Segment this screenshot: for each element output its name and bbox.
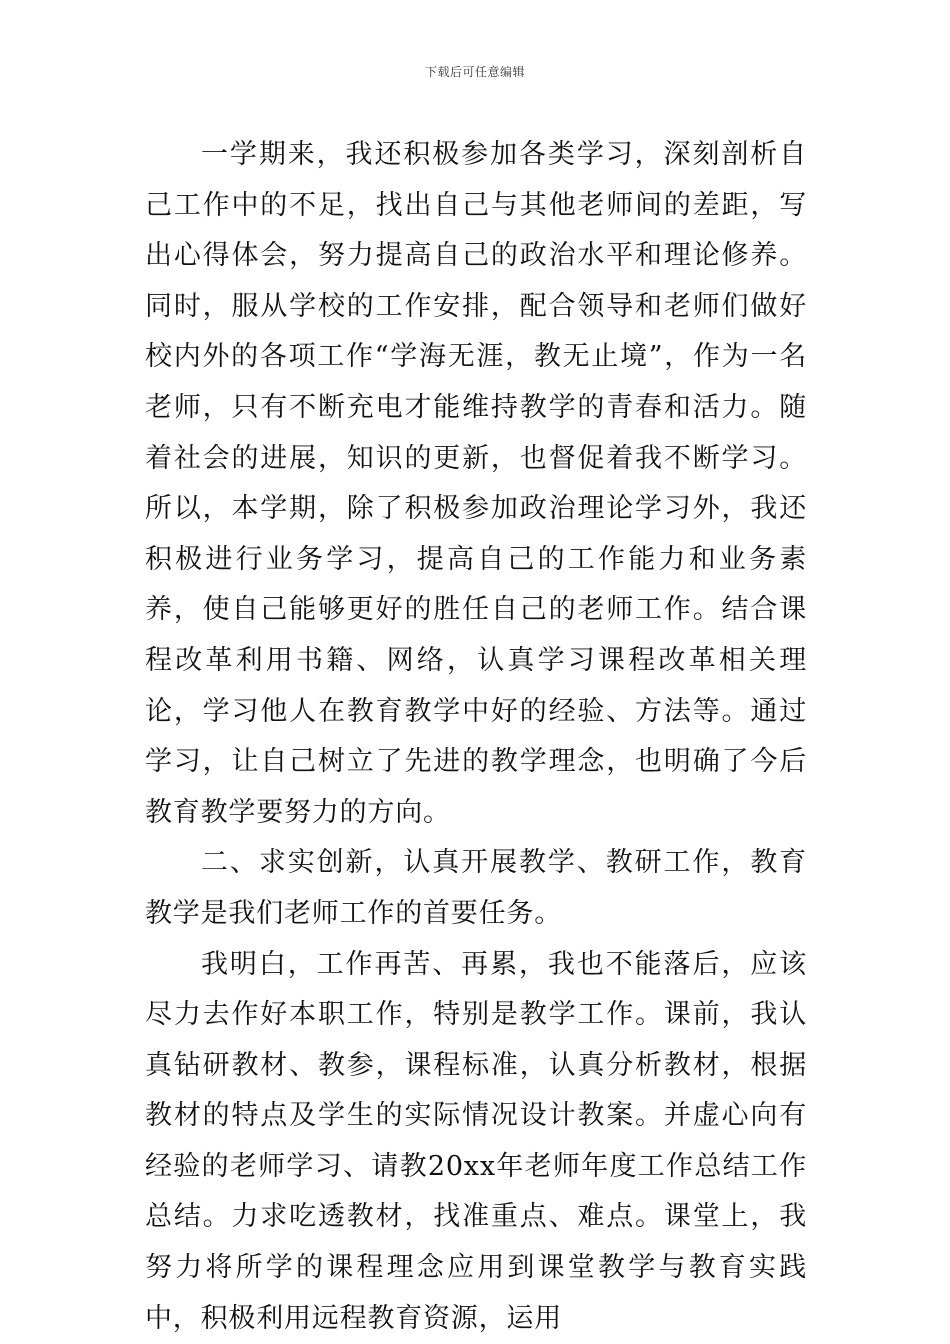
page-header: 下载后可任意编辑	[424, 65, 525, 79]
paragraph-section-two: 二、求实创新，认真开展教学、教研工作，教育教学是我们老师工作的首要任务。	[145, 847, 807, 929]
paragraph-teaching: 我明白，工作再苦、再累，我也不能落后，应该尽力去作好本职工作，特别是教学工作。课前，我认真钻研教材、教参，课程标准，认真分析教材，根据教材的特点及学生的实际情况设计教案。并虚心向有经验的老师学习、请教20xx年老师年度工作总结工作总结。力求吃透教材，找准重点、难点。课堂上，我努力将所学的课程理念应用到课堂教学与教育实践中，积极利用远程教育资源，运用	[145, 948, 807, 1334]
document-body	[145, 130, 807, 1344]
paragraph-study: 一学期来，我还积极参加各类学习，深刻剖析自己工作中的不足，找出自己与其他老师间的差距，写出心得体会，努力提高自己的政治水平和理论修养。同时，服从学校的工作安排，配合领导和老师们做好校内外的各项工作“学海无涯，教无止境”，作为一名老师，只有不断充电才能维持教学的青春和活力。随着社会的进展，知识的更新，也督促着我不断学习。所以，本学期，除了积极参加政治理论学习外，我还积极进行业务学习，提高自己的工作能力和业务素养，使自己能够更好的胜任自己的老师工作。结合课程改革利用书籍、网络，认真学习课程改革相关理论，学习他人在教育教学中好的经验、方法等。通过学习，让自己树立了先进的教学理念，也明确了今后教育教学要努力的方向。	[145, 139, 807, 828]
